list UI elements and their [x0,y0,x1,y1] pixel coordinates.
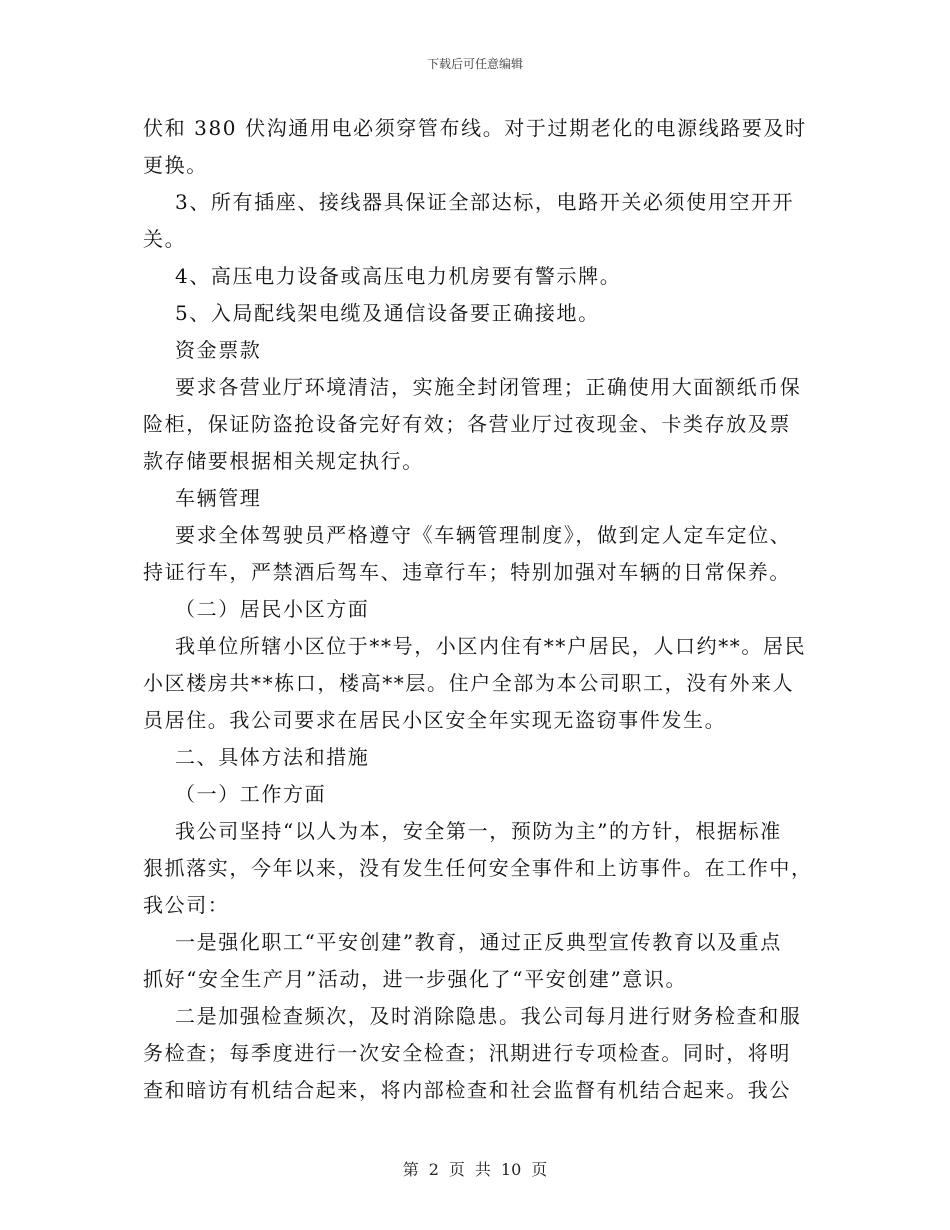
body-line: 款存储要根据相关规定执行。 [143,449,424,473]
section-heading: 车辆管理 [175,486,262,510]
body-line: 4、高压电力设备或高压电力机房要有警示牌。 [175,264,622,288]
body-line: 要求各营业厅环境清洁，实施全封闭管理；正确使用大面额纸币保 [175,375,802,399]
total-pages-number: 10 [500,1160,522,1179]
body-line: 关。 [143,227,187,251]
body-line: 更换。 [143,153,208,177]
page-footer [0,1157,950,1180]
body-line: 员居住。我公司要求在居民小区安全年实现无盗窃事件发生。 [143,708,727,732]
section-heading: （一）工作方面 [175,782,327,806]
body-line: 二是加强检查频次，及时消除隐患。我公司每月进行财务检查和服 [175,1004,802,1028]
footer-label-di: 第 [402,1160,419,1179]
body-line: 务检查；每季度进行一次安全检查；汛期进行专项检查。同时，将明 [143,1041,791,1065]
body-line: 3、所有插座、接线器具保证全部达标，电路开关必须使用空开开 [175,190,795,214]
section-heading: （二）居民小区方面 [175,597,370,621]
section-heading: 资金票款 [175,338,262,362]
current-page-number: 2 [428,1160,439,1179]
page-header: 下载后可任意编辑 [426,57,523,71]
body-line: 抓好“安全生产月”活动，进一步强化了“平安创建”意识。 [143,967,688,991]
document-body [143,110,813,1109]
body-line: 一是强化职工“平安创建”教育，通过正反典型宣传教育以及重点 [175,930,782,954]
body-line: 我单位所辖小区位于**号，小区内住有**户居民，人口约**。居民 [175,634,807,658]
body-line: 5、入局配线架电缆及通信设备要正确接地。 [175,301,600,325]
body-line: 查和暗访有机结合起来，将内部检查和社会监督有机结合起来。我公 [143,1078,791,1102]
footer-label-ye-end: 页 [531,1160,548,1179]
body-line: 伏和 380 伏沟通用电必须穿管布线。对于过期老化的电源线路要及时 [143,116,807,140]
footer-label-gong: 共 [474,1160,491,1179]
body-line: 狠抓落实，今年以来，没有发生任何安全事件和上访事件。在工作中， [143,856,813,880]
body-line: 要求全体驾驶员严格遵守《车辆管理制度》，做到定人定车定位、 [175,523,792,547]
body-line: 我公司： [143,893,230,917]
body-line: 我公司坚持“以人为本，安全第一，预防为主”的方针，根据标准 [175,819,782,843]
section-heading: 二、具体方法和措施 [175,745,370,769]
body-line: 持证行车，严禁酒后驾车、违章行车；特别加强对车辆的日常保养。 [143,560,791,584]
body-line: 险柜，保证防盗抢设备完好有效；各营业厅过夜现金、卡类存放及票 [143,412,791,436]
body-line: 小区楼房共**栋口，楼高**层。住户全部为本公司职工，没有外来人 [143,671,795,695]
footer-label-ye: 页 [448,1160,465,1179]
